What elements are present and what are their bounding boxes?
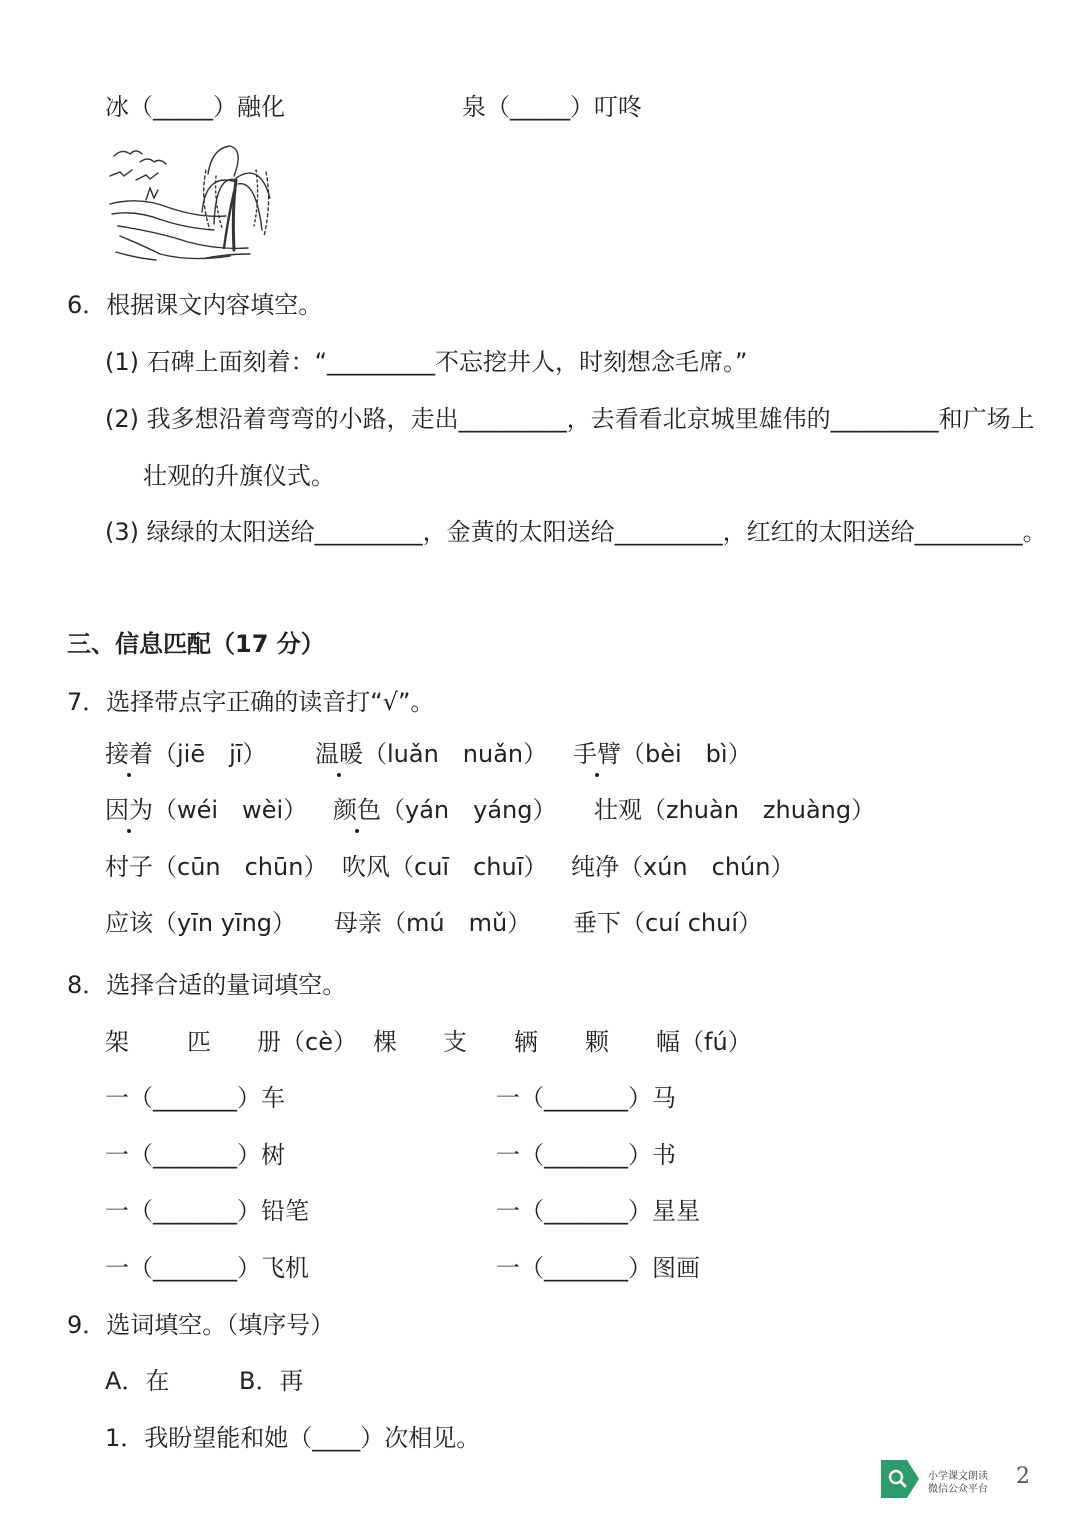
q7-pinyin: （cuí chuí） [621, 909, 762, 937]
q7-option [573, 911, 762, 935]
q7-word: 壮观 [594, 796, 642, 824]
measure-word-option: 辆 [514, 1028, 538, 1056]
q7-option [315, 742, 547, 766]
measure-word-option: 棵 [373, 1028, 397, 1056]
q9-option-b: B．再 [239, 1367, 304, 1395]
q8-title: 8．选择合适的量词填空。 [67, 971, 347, 999]
q7-pinyin: （luǎn nuǎn） [363, 740, 548, 768]
q7-word: 应该 [105, 909, 153, 937]
q6-title: 6．根据课文内容填空。 [67, 291, 323, 319]
page-number: 2 [1016, 1464, 1030, 1489]
q8-blank-left: 一（_______）铅笔 [105, 1197, 309, 1225]
q6-item-2-continued: 壮观的升旗仪式。 [143, 462, 335, 490]
q9-item-1: 1．我盼望能和她（____）次相见。 [105, 1424, 481, 1452]
q8-blank-left: 一（_______）车 [105, 1084, 285, 1112]
q7-pinyin: （xún chún） [619, 853, 795, 881]
q7-option [342, 855, 547, 879]
q7-word: 母亲 [334, 909, 382, 937]
q7-option [334, 911, 531, 935]
q6-item-2: (2) 我多想沿着弯弯的小路，走出_________，去看看北京城里雄伟的_________和广场上 [105, 405, 1035, 433]
measure-word-option: 匹 [187, 1028, 211, 1056]
measure-word-option: 支 [443, 1028, 467, 1056]
q8-blank-right: 一（_______）马 [496, 1084, 676, 1112]
q9-title: 9．选词填空。（填序号） [67, 1311, 335, 1339]
measure-word-option: 册（cè） [257, 1028, 357, 1056]
q7-word: 手臂 [573, 740, 621, 768]
q8-blank-right: 一（_______）图画 [496, 1254, 700, 1282]
swallow-2 [136, 173, 158, 180]
q7-word: 垂下 [573, 909, 621, 937]
swallow-1 [110, 170, 132, 176]
q7-word: 温暖 [315, 740, 363, 768]
q7-option [333, 798, 556, 822]
q7-word: 村子 [105, 853, 153, 881]
q7-word: 吹风 [342, 853, 390, 881]
q7-pinyin: （jiē jī） [153, 740, 267, 768]
q7-pinyin: （yán yáng） [381, 796, 557, 824]
q7-option [105, 798, 307, 822]
q7-option [105, 911, 296, 935]
q8-blank-left: 一（_______）树 [105, 1141, 285, 1169]
logo-shape [881, 1460, 919, 1498]
q6-item-1: (1) 石碑上面刻着：“_________不忘挖井人，时刻想念毛席。” [105, 348, 748, 376]
measure-word-option: 架 [105, 1028, 129, 1056]
q7-word: 纯净 [571, 853, 619, 881]
q7-option [573, 742, 752, 766]
q7-pinyin: （wéi wèi） [153, 796, 308, 824]
q7-option [105, 742, 266, 766]
q7-word: 颜色 [333, 796, 381, 824]
q8-blank-left: 一（_______）飞机 [105, 1254, 309, 1282]
q7-title: 7．选择带点字正确的读音打“√”。 [67, 688, 435, 716]
cloud-mid [140, 159, 166, 164]
fill-spring-dingdong: 泉（_____）叮咚 [462, 93, 642, 121]
q8-blank-right: 一（_______）书 [496, 1141, 676, 1169]
q7-word: 因为 [105, 796, 153, 824]
q6-item-3: (3) 绿绿的太阳送给_________，金黄的太阳送给_________，红红的太阳送给_________。 [105, 518, 1047, 546]
q7-pinyin: （bèi bì） [621, 740, 752, 768]
q7-option [105, 855, 327, 879]
measure-word-option: 幅（fú） [656, 1028, 752, 1056]
q7-pinyin: （cuī chuī） [390, 853, 548, 881]
q7-pinyin: （yīn yīng） [153, 909, 297, 937]
willow-river-illustration [106, 140, 276, 264]
q7-option [594, 798, 875, 822]
q7-pinyin: （mú mǔ） [382, 909, 532, 937]
measure-word-option: 颗 [585, 1028, 609, 1056]
q7-pinyin: （cūn chūn） [153, 853, 328, 881]
q7-pinyin: （zhuàn zhuàng） [642, 796, 876, 824]
footer-brand-line1: 小学课文朗读 [928, 1471, 988, 1482]
section-title: 三、信息匹配（17 分） [67, 630, 325, 658]
footer-brand-line2: 微信公众平台 [928, 1484, 988, 1495]
fill-ice-melt: 冰（_____）融化 [105, 93, 285, 121]
q7-word: 接着 [105, 740, 153, 768]
q8-blank-right: 一（_______）星星 [496, 1197, 700, 1225]
cloud-left [114, 151, 142, 156]
wechat-search-logo-icon [881, 1460, 919, 1498]
q9-option-a: A．在 [105, 1367, 170, 1395]
q7-option [571, 855, 794, 879]
